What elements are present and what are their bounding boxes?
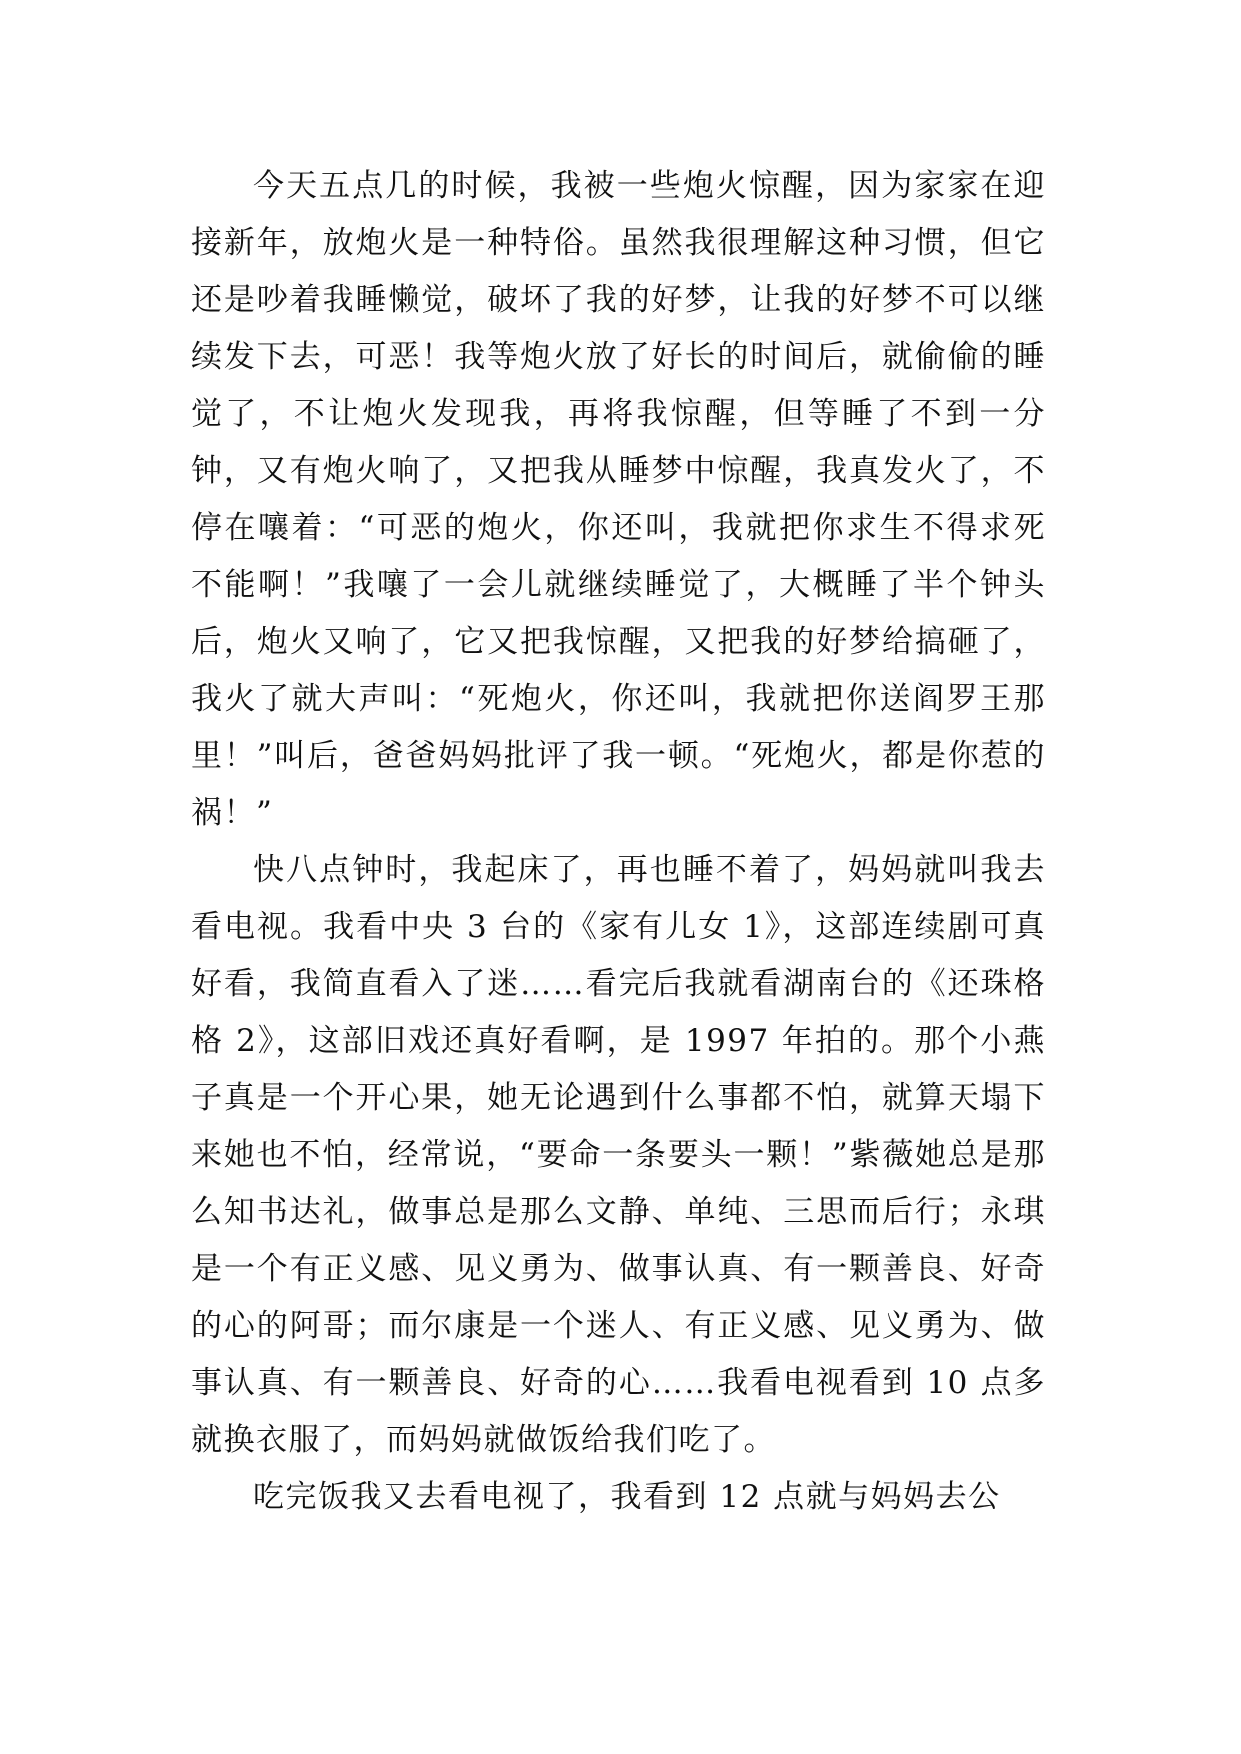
paragraph-2: 快八点钟时，我起床了，再也睡不着了，妈妈就叫我去看电视。我看中央 3 台的《家有儿女 1》，这部连续剧可真好看，我简直看入了迷……看完后我就看湖南台的《还珠格格 2》，这部旧戏还真好看啊，是 1997 年拍的。那个小燕子真是一个开心果，她无论遇到什么事都不怕，就算天塌下来她也不怕，经常说，“要命一条要头一颗！”紫薇她总是那么知书达礼，做事总是那么文静、单纯、三思而后行；永琪是一个有正义感、见义勇为、做事认真、有一颗善良、好奇的心的阿哥；而尔康是一个迷人、有正义感、见义勇为、做事认真、有一颗善良、好奇的心……我看电视看到 10 点多就换衣服了，而妈妈就做饭给我们吃了。 (191, 852, 1046, 1458)
document-body (191, 158, 1046, 1526)
paragraph-1: 今天五点几的时候，我被一些炮火惊醒，因为家家在迎接新年，放炮火是一种特俗。虽然我很理解这种习惯，但它还是吵着我睡懒觉，破坏了我的好梦，让我的好梦不可以继续发下去，可恶！我等炮火放了好长的时间后，就偷偷的睡觉了，不让炮火发现我，再将我惊醒，但等睡了不到一分钟，又有炮火响了，又把我从睡梦中惊醒，我真发火了，不停在嚷着：“可恶的炮火，你还叫，我就把你求生不得求死不能啊！”我嚷了一会儿就继续睡觉了，大概睡了半个钟头后，炮火又响了，它又把我惊醒，又把我的好梦给搞砸了，我火了就大声叫：“死炮火，你还叫，我就把你送阎罗王那里！”叫后，爸爸妈妈批评了我一顿。“死炮火，都是你惹的祸！” (191, 168, 1046, 831)
paragraph-3: 吃完饭我又去看电视了，我看到 12 点就与妈妈去公 (253, 1479, 1001, 1515)
